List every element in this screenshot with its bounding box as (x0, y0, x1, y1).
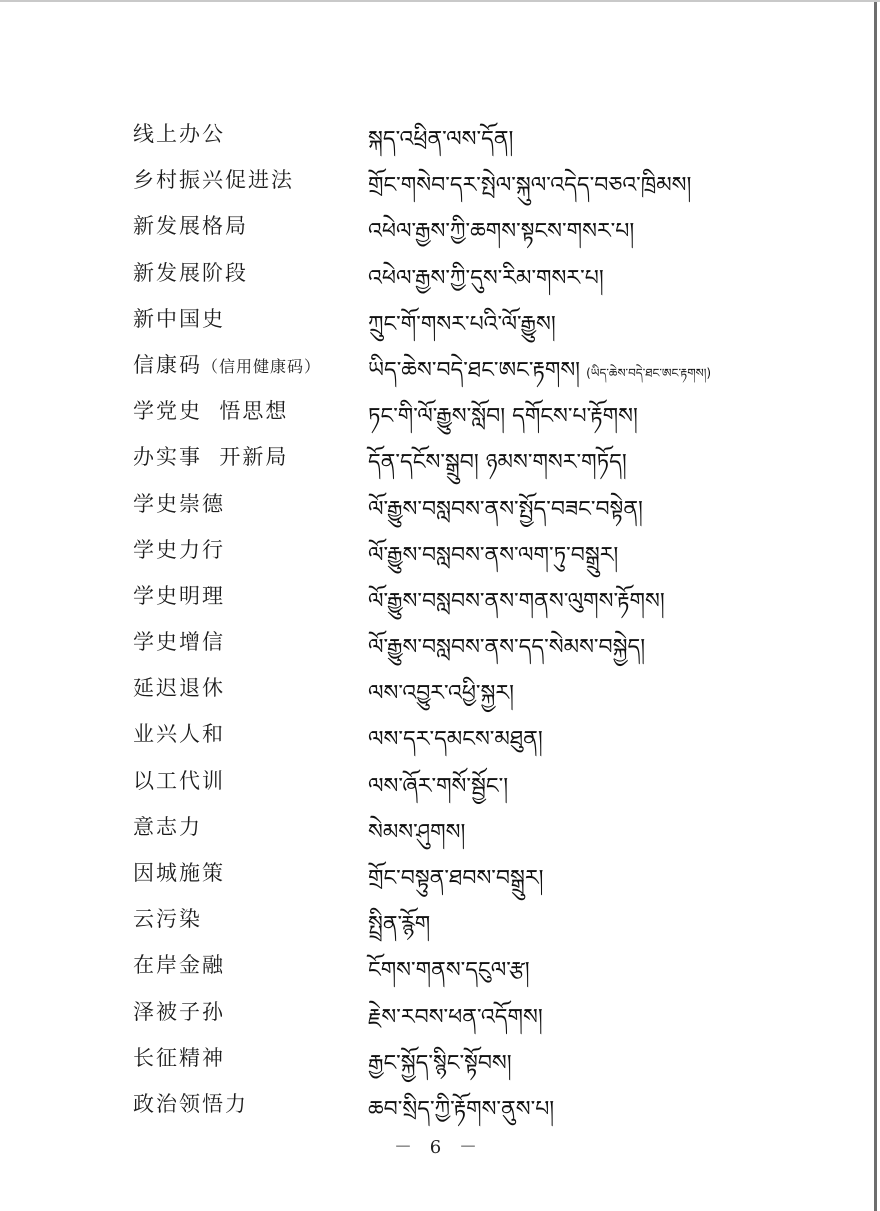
tibetan-term: འཕེལ་རྒྱས་ཀྱི་དུས་རིམ་གསར་པ། (368, 265, 604, 291)
tibetan-term: སྤྲིན་རྙོག (368, 912, 431, 938)
chinese-term: 线上办公 (133, 122, 225, 146)
glossary-row (0, 1030, 870, 1076)
tibetan-term: ཀྲུང་གོ་གསར་པའི་ལོ་རྒྱུས། (368, 311, 556, 337)
glossary-row (0, 937, 870, 983)
chinese-term: 泽被子孙 (133, 999, 225, 1024)
glossary-row (0, 891, 870, 937)
glossary-row (0, 706, 870, 752)
glossary-row (0, 753, 870, 799)
tibetan-term: རྗེས་རབས་ཕན་འདོགས། (368, 1004, 543, 1030)
chinese-term: 云污染 (133, 907, 202, 932)
chinese-term: 长征精神 (133, 1045, 225, 1070)
tibetan-term: ངོགས་གནས་དངུལ་རྩ། (368, 958, 530, 984)
chinese-term: 意志力 (133, 814, 202, 839)
chinese-term: 学党史 悟思想 (133, 399, 289, 424)
chinese-term: 学史增信 (133, 630, 225, 655)
tibetan-term: སེམས་ཤུགས། (368, 819, 466, 845)
glossary-row (0, 1076, 870, 1122)
tibetan-term: ཏང་གི་ལོ་རྒྱུས་སློབ། དགོངས་པ་རྟོགས། (368, 404, 638, 430)
glossary-row (0, 568, 870, 614)
glossary-row (0, 799, 870, 845)
glossary-row (0, 845, 870, 891)
tibetan-term: ལས་འབྱུར་འཕྱི་སྐྱར། (368, 681, 514, 707)
glossary-row (0, 522, 870, 568)
chinese-term: 新发展格局 (133, 214, 248, 239)
glossary-row (0, 152, 870, 198)
chinese-term: 因城施策 (133, 861, 225, 885)
chinese-term: 政治领悟力 (133, 1091, 248, 1116)
glossary-row (0, 337, 870, 383)
chinese-term-note: （信用健康码） (202, 356, 322, 376)
tibetan-term-note: (ཡིད་ཆེས་བདེ་ཐང་ཨང་རྟགས།) (586, 365, 712, 380)
glossary-row (0, 245, 870, 291)
chinese-term: 以工代训 (133, 768, 225, 793)
tibetan-term-main: ཡིད་ཆེས་བདེ་ཐང་ཨང་རྟགས། (368, 357, 581, 383)
tibetan-term: ལས་ཞོར་གསོ་སྦྱོང་། (368, 773, 509, 799)
chinese-term: 延迟退休 (133, 676, 225, 701)
chinese-term: 学史明理 (133, 583, 225, 608)
tibetan-term: ཆབ་སྲིད་ཀྱི་རྟོགས་ནུས་པ། (368, 1096, 555, 1122)
glossary-row (0, 614, 870, 660)
tibetan-term: ལོ་རྒྱུས་བསླབས་ནས་སྤྱོད་བཟང་བསྟེན། (368, 496, 643, 522)
tibetan-term: གྲོང་གསེབ་དར་སྤེལ་སྐུལ་འདེད་བཅའ་ཁྲིམས། (368, 173, 692, 199)
glossary-row (0, 291, 870, 337)
tibetan-term: རྒྱང་སྐྱོད་སྙིང་སྟོབས། (368, 1050, 512, 1076)
glossary-table (0, 106, 870, 1122)
tibetan-term: ལས་དར་དམངས་མཐུན། (368, 727, 543, 753)
tibetan-term: ལོ་རྒྱུས་བསླབས་ནས་དད་སེམས་བསྐྱེད། (368, 635, 646, 661)
glossary-row (0, 429, 870, 475)
tibetan-term: དོན་དངོས་སྒྲུབ། ཉམས་གསར་གཏོད། (368, 450, 627, 476)
chinese-term: 业兴人和 (133, 722, 225, 747)
tibetan-term: ལོ་རྒྱུས་བསླབས་ནས་གནས་ལུགས་རྟོགས། (368, 588, 665, 614)
chinese-term-main: 信康码 (133, 352, 202, 377)
tibetan-term: གྲོང་བསྟུན་ཐབས་བསྒྲུར། (368, 866, 544, 891)
glossary-row (0, 383, 870, 429)
chinese-term: 在岸金融 (133, 953, 225, 978)
chinese-term (133, 349, 321, 379)
tibetan-term: འཕེལ་རྒྱས་ཀྱི་ཆགས་སྟངས་གསར་པ། (368, 219, 635, 245)
glossary-row (0, 984, 870, 1030)
glossary-row (0, 198, 870, 244)
tibetan-term: ལོ་རྒྱུས་བསླབས་ནས་ལག་ཏུ་བསྒྲུར། (368, 542, 619, 568)
page-number: － 6 － (394, 1137, 483, 1158)
tibetan-term: སྐད་འཕྲིན་ལས་དོན། (368, 127, 514, 152)
glossary-row (0, 660, 870, 706)
chinese-term: 学史力行 (133, 537, 225, 562)
chinese-term: 办实事 开新局 (133, 445, 289, 470)
page-top-edge (0, 0, 880, 2)
glossary-row (0, 476, 870, 522)
chinese-term: 新发展阶段 (133, 260, 248, 285)
chinese-term: 乡村振兴促进法 (133, 168, 294, 193)
glossary-row (0, 106, 870, 152)
chinese-term: 学史崇德 (133, 491, 225, 516)
chinese-term: 新中国史 (133, 306, 225, 331)
